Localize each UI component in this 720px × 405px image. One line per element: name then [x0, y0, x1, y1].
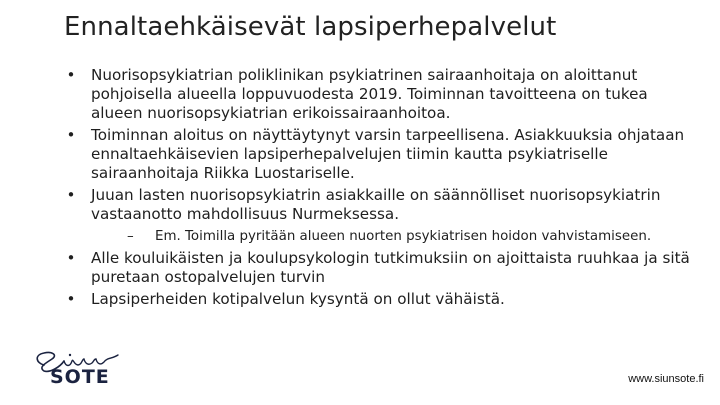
bullet-item	[64, 186, 704, 246]
bullet-item	[64, 249, 704, 287]
slide-title: Ennaltaehkäisevät lapsiperhepalvelut	[64, 12, 557, 42]
bullet-text: Lapsiperheiden kotipalvelun kysyntä on ollut vähäistä.	[91, 290, 505, 308]
bullet-item	[64, 290, 704, 309]
sub-bullet-list	[91, 228, 704, 246]
sub-bullet-item	[91, 228, 704, 246]
sub-bullet-text: Em. Toimilla pyritään alueen nuorten psykiatrisen hoidon vahvistamiseen.	[155, 229, 652, 244]
bullet-list	[64, 66, 704, 312]
bullet-marker: •	[66, 66, 76, 84]
sote-logo-text: SOTE	[50, 366, 110, 388]
bullet-text: Nuorisopsykiatrian poliklinikan psykiatrinen sairaanhoitaja on aloittanut pohjoisella alueella loppuvuodesta 2019. Toiminnan tavoitteena on tukea alueen nuorisopsykiatrian erikoissairaanhoitoa.	[91, 66, 648, 122]
bullet-text: Alle kouluikäisten ja koulupsykologin tutkimuksiin on ajoittaista ruuhkaa ja sitä puretaan ostopalvelujen turvin	[91, 249, 690, 286]
bullet-text: Toiminnan aloitus on näyttäytynyt varsin tarpeellisena. Asiakkuuksia ohjataan ennaltaehkäisevien lapsiperhepalvelujen tiimin kautta psykiatriselle sairaanhoitaja Riikka Luostariselle.	[91, 126, 685, 182]
bullet-marker: •	[66, 249, 76, 267]
sub-bullet-marker: –	[127, 229, 134, 244]
bullet-text: Juuan lasten nuorisopsykiatrin asiakkaille on säännölliset nuorisopsykiatrin vastaanotto mahdollisuus Nurmeksessa.	[91, 186, 661, 223]
siun-sote-logo	[30, 345, 120, 395]
bullet-marker: •	[66, 290, 76, 308]
bullet-marker: •	[66, 186, 76, 204]
bullet-item	[64, 126, 704, 183]
footer-url: www.siunsote.fi	[628, 373, 704, 385]
bullet-marker: •	[66, 126, 76, 144]
bullet-item	[64, 66, 704, 123]
